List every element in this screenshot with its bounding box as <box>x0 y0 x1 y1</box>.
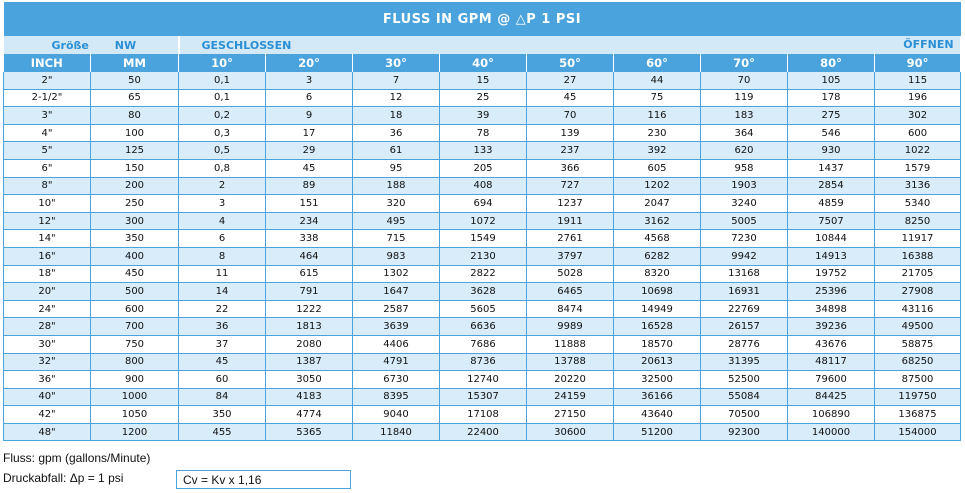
table-cell: 2761 <box>527 230 614 248</box>
table-cell: 750 <box>91 335 179 353</box>
table-row <box>4 318 961 336</box>
table-cell: 45 <box>266 159 353 177</box>
table-cell: 36" <box>4 371 91 389</box>
table-cell: 11840 <box>353 423 440 441</box>
table-cell: 7230 <box>701 230 788 248</box>
table-cell: 7507 <box>788 212 875 230</box>
table-cell: 26157 <box>701 318 788 336</box>
table-row <box>4 371 961 389</box>
table-cell: 18570 <box>614 335 701 353</box>
table-cell: 605 <box>614 159 701 177</box>
table-cell: 250 <box>91 195 179 213</box>
table-cell: 338 <box>266 230 353 248</box>
table-cell: 6730 <box>353 371 440 389</box>
table-cell: 55084 <box>701 388 788 406</box>
table-title: FLUSS IN GPM @ △P 1 PSI <box>4 2 961 36</box>
table-cell: 106890 <box>788 406 875 424</box>
table-cell: 119750 <box>875 388 961 406</box>
nw-group-label: NW <box>114 38 137 52</box>
table-cell: 48" <box>4 423 91 441</box>
table-cell: 7 <box>353 72 440 89</box>
column-header: 60° <box>614 54 701 72</box>
table-cell: 52500 <box>701 371 788 389</box>
column-header: 40° <box>440 54 527 72</box>
table-cell: 14 <box>179 283 266 301</box>
table-cell: 188 <box>353 177 440 195</box>
table-cell: 45 <box>527 89 614 107</box>
table-cell: 7686 <box>440 335 527 353</box>
table-cell: 49500 <box>875 318 961 336</box>
table-cell: 2 <box>179 177 266 195</box>
table-cell: 14" <box>4 230 91 248</box>
table-cell: 1000 <box>91 388 179 406</box>
table-cell: 115 <box>875 72 961 89</box>
table-cell: 4" <box>4 124 91 142</box>
table-row <box>4 265 961 283</box>
table-cell: 3" <box>4 107 91 125</box>
table-cell: 89 <box>266 177 353 195</box>
pressure-drop-note: Druckabfall: Δp = 1 psi <box>3 471 124 485</box>
table-cell: 1911 <box>527 212 614 230</box>
valve-position-group-header <box>179 36 961 54</box>
table-cell: 4774 <box>266 406 353 424</box>
table-row <box>4 353 961 371</box>
table-cell: 3797 <box>527 247 614 265</box>
table-cell: 9942 <box>701 247 788 265</box>
table-cell: 31395 <box>701 353 788 371</box>
table-cell: 11917 <box>875 230 961 248</box>
table-cell: 43116 <box>875 300 961 318</box>
table-row <box>4 142 961 160</box>
table-cell: 70500 <box>701 406 788 424</box>
table-cell: 392 <box>614 142 701 160</box>
table-cell: 2854 <box>788 177 875 195</box>
table-cell: 4568 <box>614 230 701 248</box>
table-cell: 275 <box>788 107 875 125</box>
column-header: 50° <box>527 54 614 72</box>
table-row <box>4 300 961 318</box>
table-cell: 45 <box>179 353 266 371</box>
table-cell: 20" <box>4 283 91 301</box>
table-cell: 983 <box>353 247 440 265</box>
table-row <box>4 124 961 142</box>
table-cell: 28776 <box>701 335 788 353</box>
table-cell: 958 <box>701 159 788 177</box>
table-cell: 17108 <box>440 406 527 424</box>
table-cell: 37 <box>179 335 266 353</box>
table-cell: 0,1 <box>179 89 266 107</box>
table-cell: 20613 <box>614 353 701 371</box>
table-cell: 1050 <box>91 406 179 424</box>
table-cell: 36 <box>353 124 440 142</box>
table-cell: 500 <box>91 283 179 301</box>
table-cell: 1202 <box>614 177 701 195</box>
table-cell: 22769 <box>701 300 788 318</box>
table-cell: 150 <box>91 159 179 177</box>
table-cell: 300 <box>91 212 179 230</box>
table-cell: 34898 <box>788 300 875 318</box>
table-row <box>4 406 961 424</box>
flow-unit-note: Fluss: gpm (gallons/Minute) <box>3 451 151 465</box>
table-cell: 140000 <box>788 423 875 441</box>
table-cell: 230 <box>614 124 701 142</box>
column-header: MM <box>91 54 179 72</box>
table-cell: 87500 <box>875 371 961 389</box>
table-row <box>4 388 961 406</box>
table-cell: 2822 <box>440 265 527 283</box>
table-cell: 5365 <box>266 423 353 441</box>
table-cell: 80 <box>91 107 179 125</box>
table-cell: 408 <box>440 177 527 195</box>
table-row <box>4 195 961 213</box>
table-cell: 1072 <box>440 212 527 230</box>
table-cell: 1022 <box>875 142 961 160</box>
size-group-label: Größe <box>51 38 89 52</box>
table-cell: 930 <box>788 142 875 160</box>
table-cell: 39236 <box>788 318 875 336</box>
table-cell: 58875 <box>875 335 961 353</box>
table-cell: 0,2 <box>179 107 266 125</box>
table-cell: 8" <box>4 177 91 195</box>
table-cell: 8250 <box>875 212 961 230</box>
table-cell: 3162 <box>614 212 701 230</box>
table-cell: 32" <box>4 353 91 371</box>
table-cell: 9040 <box>353 406 440 424</box>
table-cell: 21705 <box>875 265 961 283</box>
table-cell: 302 <box>875 107 961 125</box>
table-cell: 3240 <box>701 195 788 213</box>
table-cell: 75 <box>614 89 701 107</box>
table-cell: 10" <box>4 195 91 213</box>
table-cell: 11888 <box>527 335 614 353</box>
table-cell: 8736 <box>440 353 527 371</box>
table-cell: 36 <box>179 318 266 336</box>
table-row <box>4 212 961 230</box>
table-cell: 50 <box>91 72 179 89</box>
table-cell: 24" <box>4 300 91 318</box>
table-cell: 1222 <box>266 300 353 318</box>
table-cell: 18" <box>4 265 91 283</box>
table-cell: 70 <box>527 107 614 125</box>
table-cell: 3050 <box>266 371 353 389</box>
table-cell: 320 <box>353 195 440 213</box>
table-row <box>4 335 961 353</box>
table-cell: 1237 <box>527 195 614 213</box>
table-cell: 5028 <box>527 265 614 283</box>
table-cell: 727 <box>527 177 614 195</box>
table-cell: 234 <box>266 212 353 230</box>
table-row <box>4 107 961 125</box>
table-cell: 22 <box>179 300 266 318</box>
flow-table <box>3 2 962 441</box>
table-cell: 43640 <box>614 406 701 424</box>
table-cell: 900 <box>91 371 179 389</box>
table-row <box>4 89 961 107</box>
table-cell: 3639 <box>353 318 440 336</box>
column-header: 80° <box>788 54 875 72</box>
table-cell: 3 <box>179 195 266 213</box>
table-cell: 65 <box>91 89 179 107</box>
table-cell: 1579 <box>875 159 961 177</box>
table-cell: 13168 <box>701 265 788 283</box>
column-header-row <box>4 54 961 72</box>
table-row <box>4 230 961 248</box>
table-cell: 237 <box>527 142 614 160</box>
table-cell: 27 <box>527 72 614 89</box>
column-header: 30° <box>353 54 440 72</box>
table-cell: 5340 <box>875 195 961 213</box>
table-cell: 2-1/2" <box>4 89 91 107</box>
table-cell: 20220 <box>527 371 614 389</box>
table-cell: 5605 <box>440 300 527 318</box>
table-cell: 78 <box>440 124 527 142</box>
table-cell: 364 <box>701 124 788 142</box>
table-cell: 119 <box>701 89 788 107</box>
table-cell: 100 <box>91 124 179 142</box>
table-cell: 2080 <box>266 335 353 353</box>
table-cell: 8 <box>179 247 266 265</box>
table-cell: 1549 <box>440 230 527 248</box>
table-cell: 1647 <box>353 283 440 301</box>
table-cell: 455 <box>179 423 266 441</box>
column-header: 20° <box>266 54 353 72</box>
table-cell: 30" <box>4 335 91 353</box>
table-cell: 116 <box>614 107 701 125</box>
table-cell: 9 <box>266 107 353 125</box>
table-cell: 28" <box>4 318 91 336</box>
table-cell: 19752 <box>788 265 875 283</box>
table-cell: 6 <box>266 89 353 107</box>
table-cell: 1302 <box>353 265 440 283</box>
table-row <box>4 283 961 301</box>
closed-label: GESCHLOSSEN <box>201 38 292 52</box>
column-header: 10° <box>179 54 266 72</box>
table-cell: 14949 <box>614 300 701 318</box>
column-header: 90° <box>875 54 961 72</box>
table-cell: 16931 <box>701 283 788 301</box>
table-cell: 546 <box>788 124 875 142</box>
table-cell: 12740 <box>440 371 527 389</box>
open-label: ÖFFNEN <box>903 38 954 51</box>
table-cell: 60 <box>179 371 266 389</box>
table-cell: 8474 <box>527 300 614 318</box>
table-cell: 200 <box>91 177 179 195</box>
table-cell: 5" <box>4 142 91 160</box>
table-cell: 12 <box>353 89 440 107</box>
table-cell: 4859 <box>788 195 875 213</box>
table-cell: 92300 <box>701 423 788 441</box>
table-cell: 24159 <box>527 388 614 406</box>
table-cell: 694 <box>440 195 527 213</box>
table-cell: 25 <box>440 89 527 107</box>
table-cell: 44 <box>614 72 701 89</box>
formula-box: Cv = Kv x 1,16 <box>176 470 351 489</box>
table-cell: 2587 <box>353 300 440 318</box>
table-cell: 84425 <box>788 388 875 406</box>
table-cell: 178 <box>788 89 875 107</box>
table-cell: 1903 <box>701 177 788 195</box>
table-cell: 95 <box>353 159 440 177</box>
table-cell: 196 <box>875 89 961 107</box>
table-cell: 3136 <box>875 177 961 195</box>
table-cell: 3628 <box>440 283 527 301</box>
table-cell: 495 <box>353 212 440 230</box>
table-cell: 350 <box>179 406 266 424</box>
table-cell: 1387 <box>266 353 353 371</box>
table-cell: 6636 <box>440 318 527 336</box>
table-cell: 450 <box>91 265 179 283</box>
table-cell: 133 <box>440 142 527 160</box>
table-cell: 8395 <box>353 388 440 406</box>
table-cell: 40" <box>4 388 91 406</box>
table-cell: 61 <box>353 142 440 160</box>
table-cell: 14913 <box>788 247 875 265</box>
table-cell: 0,8 <box>179 159 266 177</box>
table-cell: 4406 <box>353 335 440 353</box>
table-cell: 615 <box>266 265 353 283</box>
table-cell: 139 <box>527 124 614 142</box>
table-cell: 10844 <box>788 230 875 248</box>
table-cell: 42" <box>4 406 91 424</box>
table-cell: 8320 <box>614 265 701 283</box>
table-cell: 70 <box>701 72 788 89</box>
table-cell: 15 <box>440 72 527 89</box>
table-cell: 205 <box>440 159 527 177</box>
table-cell: 3 <box>266 72 353 89</box>
table-cell: 700 <box>91 318 179 336</box>
table-cell: 0,3 <box>179 124 266 142</box>
table-cell: 2130 <box>440 247 527 265</box>
table-cell: 6" <box>4 159 91 177</box>
table-cell: 79600 <box>788 371 875 389</box>
table-cell: 4183 <box>266 388 353 406</box>
table-cell: 464 <box>266 247 353 265</box>
table-cell: 400 <box>91 247 179 265</box>
table-cell: 25396 <box>788 283 875 301</box>
table-cell: 68250 <box>875 353 961 371</box>
table-cell: 600 <box>875 124 961 142</box>
table-cell: 366 <box>527 159 614 177</box>
table-row <box>4 159 961 177</box>
table-cell: 5005 <box>701 212 788 230</box>
column-header: 70° <box>701 54 788 72</box>
table-body <box>4 72 961 441</box>
table-cell: 84 <box>179 388 266 406</box>
table-cell: 105 <box>788 72 875 89</box>
table-cell: 43676 <box>788 335 875 353</box>
table-cell: 715 <box>353 230 440 248</box>
table-cell: 16" <box>4 247 91 265</box>
table-cell: 620 <box>701 142 788 160</box>
table-cell: 0,1 <box>179 72 266 89</box>
table-cell: 136875 <box>875 406 961 424</box>
table-cell: 350 <box>91 230 179 248</box>
table-cell: 183 <box>701 107 788 125</box>
size-group-header <box>4 36 179 54</box>
table-cell: 600 <box>91 300 179 318</box>
table-cell: 36166 <box>614 388 701 406</box>
table-cell: 27150 <box>527 406 614 424</box>
table-cell: 6465 <box>527 283 614 301</box>
table-cell: 10698 <box>614 283 701 301</box>
table-cell: 154000 <box>875 423 961 441</box>
table-cell: 27908 <box>875 283 961 301</box>
table-cell: 29 <box>266 142 353 160</box>
table-cell: 6282 <box>614 247 701 265</box>
table-cell: 2" <box>4 72 91 89</box>
table-cell: 4791 <box>353 353 440 371</box>
table-row <box>4 177 961 195</box>
table-cell: 30600 <box>527 423 614 441</box>
table-cell: 1437 <box>788 159 875 177</box>
table-cell: 16528 <box>614 318 701 336</box>
table-cell: 11 <box>179 265 266 283</box>
table-cell: 13788 <box>527 353 614 371</box>
table-cell: 791 <box>266 283 353 301</box>
table-cell: 125 <box>91 142 179 160</box>
table-cell: 9989 <box>527 318 614 336</box>
table-cell: 0,5 <box>179 142 266 160</box>
table-cell: 18 <box>353 107 440 125</box>
table-cell: 4 <box>179 212 266 230</box>
table-cell: 2047 <box>614 195 701 213</box>
table-cell: 1813 <box>266 318 353 336</box>
table-cell: 16388 <box>875 247 961 265</box>
table-cell: 15307 <box>440 388 527 406</box>
table-cell: 12" <box>4 212 91 230</box>
table-cell: 800 <box>91 353 179 371</box>
table-cell: 39 <box>440 107 527 125</box>
flow-table-container <box>3 2 960 441</box>
table-cell: 17 <box>266 124 353 142</box>
table-cell: 51200 <box>614 423 701 441</box>
table-cell: 48117 <box>788 353 875 371</box>
table-cell: 32500 <box>614 371 701 389</box>
table-cell: 1200 <box>91 423 179 441</box>
table-cell: 151 <box>266 195 353 213</box>
table-cell: 6 <box>179 230 266 248</box>
column-header: INCH <box>4 54 91 72</box>
table-row <box>4 72 961 89</box>
table-row <box>4 247 961 265</box>
table-row <box>4 423 961 441</box>
table-cell: 22400 <box>440 423 527 441</box>
